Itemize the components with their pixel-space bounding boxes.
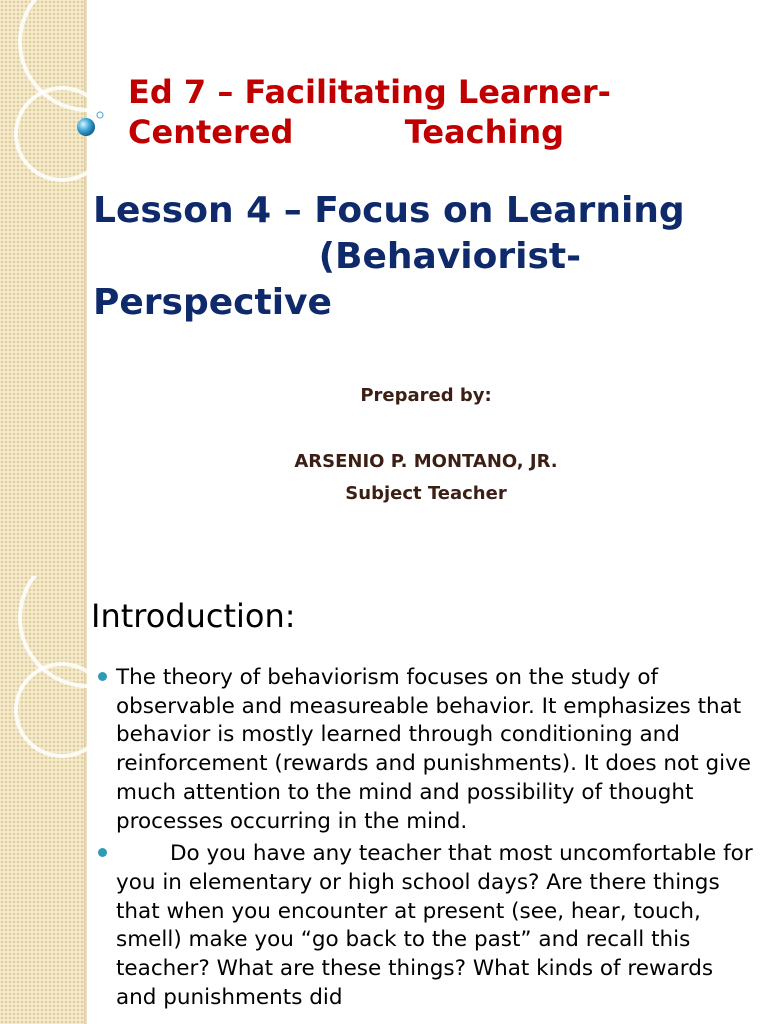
slide-title: Ed 7 – Facilitating Learner- Centered Teaching: [128, 73, 611, 151]
circle-ornament-icon: [0, 576, 120, 1024]
prepared-by-label: Prepared by:: [360, 385, 492, 406]
bullet-text: The theory of behaviorism focuses on the study of observable and measureable behavior. It emphasizes that behavior is mostly learned through conditioning and reinforcement (rewards and punishments). It does not give much attention to the mind and possibility of thought processes occurring in the mind.: [116, 665, 752, 834]
lesson-subtitle: Lesson 4 – Focus on Learning (Behaviorist- Perspective: [93, 190, 685, 323]
bullet-list: [116, 664, 756, 1016]
list-item: [116, 840, 756, 1012]
author-role: Subject Teacher: [345, 483, 507, 504]
list-item: [116, 664, 756, 836]
author-name: ARSENIO P. MONTANO, JR.: [294, 451, 558, 472]
bead-icon: [77, 118, 95, 136]
bullet-icon: [98, 672, 107, 681]
section-heading: Introduction:: [91, 597, 296, 635]
bullet-text: Do you have any teacher that most uncomfortable for you in elementary or high school days? Are there things that when you encounter at present (see, hear, touch, smell) make you “go back to the past” and recall this teacher? What are these things? What kinds of rewards and punishments did: [116, 841, 753, 1010]
